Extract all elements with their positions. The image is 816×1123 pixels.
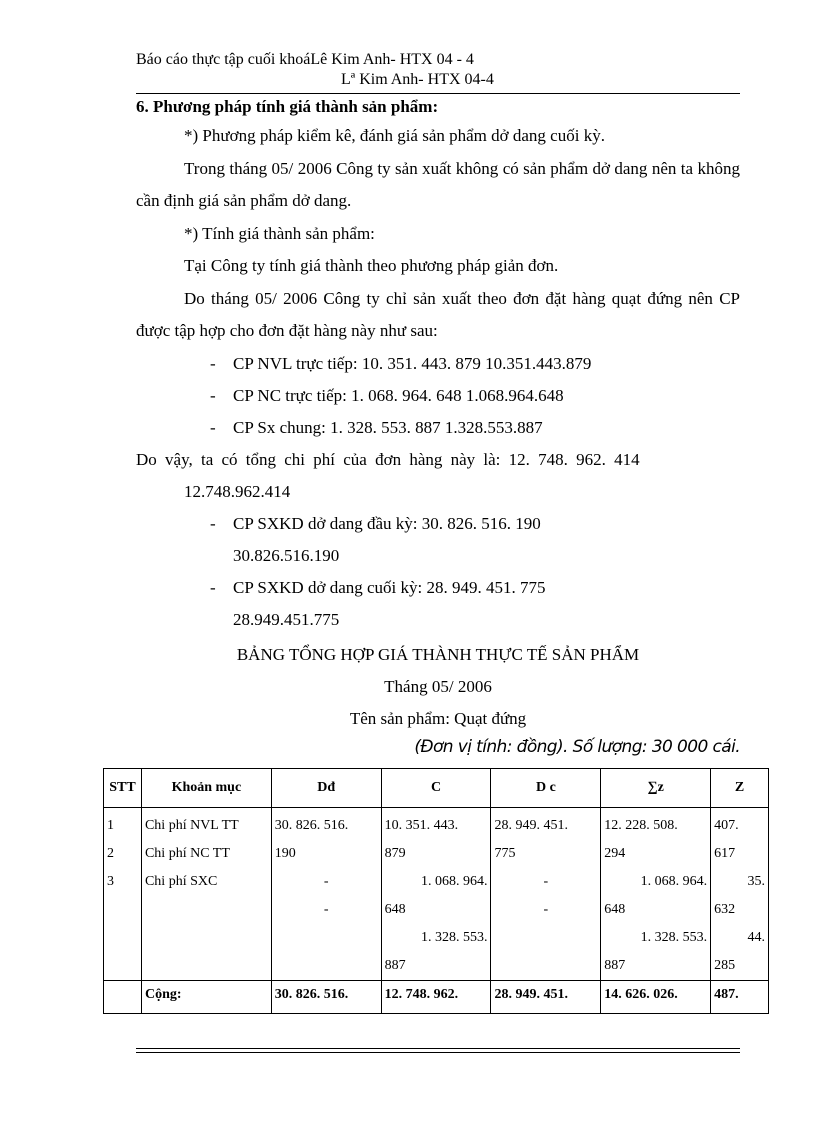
cell [491,924,601,952]
cost-summary-table [103,768,769,1014]
cell: 2 [104,840,142,868]
cell: 1. 328. 553. [381,924,491,952]
cell [491,952,601,981]
total-cell: 12. 748. 962. [381,981,491,1014]
wip-begin-value: 30.826.516.190 [233,546,340,565]
cell: 887 [381,952,491,981]
cell: 35. [711,868,769,896]
wip-end-value: 28.949.451.775 [233,610,340,629]
cell: - [271,896,381,924]
cell: 44. [711,924,769,952]
paragraph: Tại Công ty tính giá thành theo phương pháp giản đơn. [184,256,559,275]
cell: 632 [711,896,769,924]
cost-item: - CP NVL trực tiếp: 10. 351. 443. 879 10.351.443.879 [210,353,592,373]
wip-begin-item: - CP SXKD dở dang đầu kỳ: 30. 826. 516. 190 [210,514,541,533]
table-month: Tháng 05/ 2006 [384,677,492,696]
section-heading: 6. Phương pháp tính giá thành sản phẩm: [136,97,439,116]
table-title: BẢNG TỔNG HỢP GIÁ THÀNH THỰC TẾ SẢN PHẨM [236,645,640,664]
cell: 28. 949. 451. [491,808,601,841]
table-row [104,896,769,924]
cell: 10. 351. 443. [381,808,491,841]
cell: 190 [271,840,381,868]
cost-item-text: CP NVL trực tiếp: 10. 351. 443. 879 10.351.443.879 [233,353,592,373]
header-unit-cost: Z [711,769,769,808]
header-wip-begin: Dđ [271,769,381,808]
cell: 879 [381,840,491,868]
table-row [104,840,769,868]
cell: 648 [381,896,491,924]
paragraph: Trong tháng 05/ 2006 Công ty sản xuất không có sản phẩm dở dang nên ta không cần định giá sản phẩm dở dang. [136,158,740,210]
header-total-cost: ∑z [601,769,711,808]
total-cell [104,981,142,1014]
wip-end-text: CP SXKD dở dang cuối kỳ: 28. 949. 451. 775 [233,578,546,597]
cell: 407. [711,808,769,841]
footer-divider [136,1048,740,1049]
header-wip-end: D c [491,769,601,808]
document-body [136,94,740,735]
cell [104,896,142,924]
cell [271,952,381,981]
cell: 1 [104,808,142,841]
cell [141,896,271,924]
cell: 648 [601,896,711,924]
cell: - [491,868,601,896]
cell: 1. 068. 964. [381,868,491,896]
cost-item-text: CP Sx chung: 1. 328. 553. 887 1.328.553.887 [233,417,543,437]
cell: 1. 068. 964. [601,868,711,896]
cost-item-text: CP NC trực tiếp: 1. 068. 964. 648 1.068.964.648 [233,385,564,405]
cell: - [491,896,601,924]
cell: 617 [711,840,769,868]
table-row [104,808,769,841]
cell: 294 [601,840,711,868]
cell: - [271,868,381,896]
total-value: 12.748.962.414 [184,482,291,501]
unit-note: (Đơn vị tính: đồng). Số lượng: 30 000 cái. [414,737,740,757]
wip-begin-text: CP SXKD dở dang đầu kỳ: 30. 826. 516. 190 [233,514,541,533]
header-item: Khoản mục [141,769,271,808]
cell: Chi phí SXC [141,868,271,896]
wip-end-item: - CP SXKD dở dang cuối kỳ: 28. 949. 451. 775 [210,578,546,597]
cell: 30. 826. 516. [271,808,381,841]
header-cost: C [381,769,491,808]
table-product: Tên sản phẩm: Quạt đứng [349,709,527,728]
total-cell: 14. 626. 026. [601,981,711,1014]
cost-item: - CP Sx chung: 1. 328. 553. 887 1.328.553.887 [210,417,543,437]
table-header-row [104,769,769,808]
total-cell: 487. [711,981,769,1014]
cell [141,924,271,952]
cell: Chi phí NVL TT [141,808,271,841]
total-line: Do vậy, ta có tổng chi phí của đơn hàng này là: 12. 748. 962. 414 [136,449,640,469]
header-line-2: Lª Kim Anh- HTX 04-4 [341,71,494,88]
table-row [104,952,769,981]
cell [271,924,381,952]
cell: 12. 228. 508. [601,808,711,841]
paragraph: Do tháng 05/ 2006 Công ty chỉ sản xuất theo đơn đặt hàng quạt đứng nên CP được tập hợp cho đơn đặt hàng này như sau: [136,288,740,340]
total-label: Cộng: [141,981,271,1014]
header-line-1: Báo cáo thực tập cuối khoáLê Kim Anh- HTX 04 - 4 [136,51,474,68]
cell [141,952,271,981]
cell: 887 [601,952,711,981]
cell: 1. 328. 553. [601,924,711,952]
cell: 3 [104,868,142,896]
cell: 285 [711,952,769,981]
footer-divider [136,1052,740,1053]
table-row [104,924,769,952]
cell [104,924,142,952]
cell: 775 [491,840,601,868]
cost-item: - CP NC trực tiếp: 1. 068. 964. 648 1.068.964.648 [210,385,564,405]
paragraph: *) Phương pháp kiểm kê, đánh giá sản phẩm dở dang cuối kỳ. [184,126,605,145]
cell: Chi phí NC TT [141,840,271,868]
header-stt: STT [104,769,142,808]
total-cell: 28. 949. 451. [491,981,601,1014]
page-header [136,50,740,90]
table-total-row [104,981,769,1014]
paragraph: *) Tính giá thành sản phẩm: [184,223,375,243]
cell [104,952,142,981]
table-row [104,868,769,896]
total-cell: 30. 826. 516. [271,981,381,1014]
